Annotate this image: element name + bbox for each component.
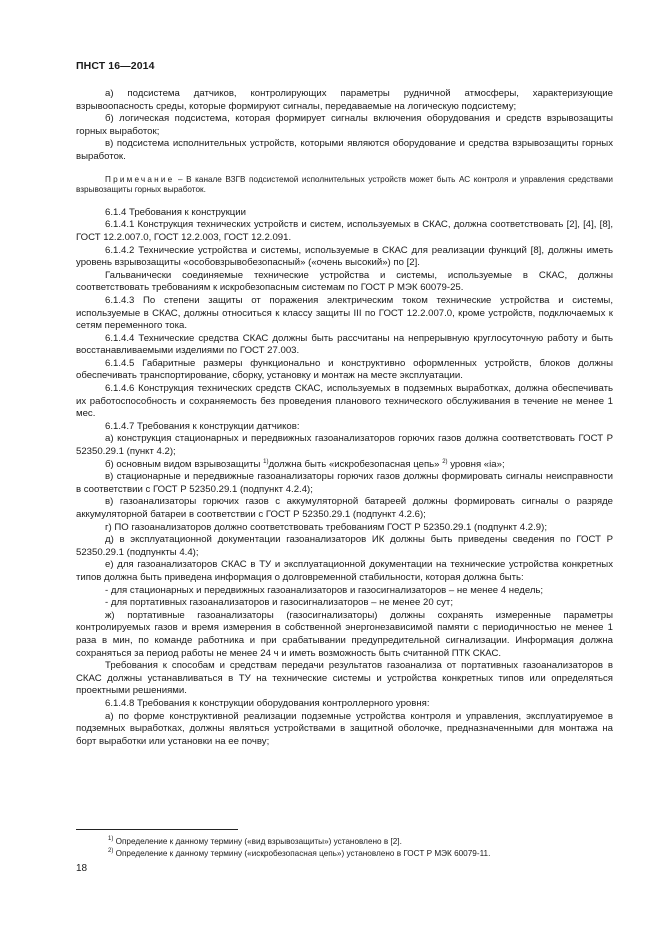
paragraph: в) подсистема исполнительных устройств, которыми являются оборудование и средства взрывозащиты горных выработок. xyxy=(76,138,613,162)
footnote-ref-2: 2) xyxy=(442,458,448,465)
paragraph: д) в эксплуатационной документации газоанализаторов ИК должны быть приведены сведения по ГОСТ Р 52350.29.1 (подпункты 4.4); xyxy=(76,534,613,558)
paragraph: в) стационарные и передвижные газоанализаторы горючих газов должны формировать сигналы неисправности в соответствии с ГОСТ Р 52350.29.1 (подпункт 4.2.4); xyxy=(76,471,613,495)
paragraph: 6.1.4.7 Требования к конструкции датчиков: xyxy=(105,420,300,432)
paragraph: а) конструкция стационарных и передвижных газоанализаторов горючих газов должна соответствовать ГОСТ Р 52350.29.1 (пункт 4.2); xyxy=(76,433,613,458)
paragraph: 6.1.4.8 Требования к конструкции оборудования контроллерного уровня: xyxy=(105,697,430,709)
note xyxy=(76,175,613,196)
paragraph: 6.1.4.1 Конструкция технических устройств и систем, используемых в СКАС, должна соответствовать [2], [4], [8], ГОСТ 12.2.007.0, ГОСТ 12.2.003, ГОСТ 12.2.091. xyxy=(76,219,613,243)
paragraph: б) логическая подсистема, которая формирует сигналы включения оборудования и средств взрывозащиты горных выработок; xyxy=(76,113,613,137)
paragraph-with-footnotes: б) основным видом взрывозащиты $^{1)}$должна быть «искробезопасная цепь» $^{2)}$ уровня «ia»; xyxy=(105,458,505,470)
footnote-divider xyxy=(76,829,238,830)
paragraph: ж) портативные газоанализаторы (газосигнализаторы) должны сохранять измеренные параметры контролируемых газов и время измерения в собственной энергонезависимой памяти с периодичностью не менее 1 раза в мин, по команде работника и при срабатывании предупредительной сигнализации. Информация должна сохраняться за период работы не менее 24 ч и иметь возможность быть считанной ПТК СКАС. xyxy=(76,609,613,659)
paragraph: в) газоанализаторы горючих газов с аккумуляторной батареей должны формировать сигналы о разряде аккумуляторной батареи в соответствии с ГОСТ Р 52350.29.1 (подпункт 4.2.6); xyxy=(76,496,613,520)
paragraph: - для стационарных и передвижных газоанализаторов и газосигнализаторов – не менее 4 недель; xyxy=(105,584,544,596)
paragraph: е) для газоанализаторов СКАС в ТУ и эксплуатационной документации на технические устройства конкретных типов должна быть приведена информация о долговременной стабильности, которая должна быть: xyxy=(76,559,613,583)
paragraph: г) ПО газоанализаторов должно соответствовать требованиям ГОСТ Р 52350.29.1 (подпункт 4.2.9); xyxy=(105,521,547,533)
note-label: Примечание xyxy=(105,174,175,184)
section-heading: 6.1.4 Требования к конструкции xyxy=(105,206,246,218)
paragraph: Гальванически соединяемые технические устройства и системы, используемые в СКАС, должны соответствовать требованиям к искробезопасным системам по ГОСТ Р МЭК 60079-25. xyxy=(76,269,613,294)
footnote-1: $^{1)}$ Определение к данному термину («вид взрывозащиты») установлено в [2]. xyxy=(108,836,402,846)
paragraph: Требования к способам и средствам передачи результатов газоанализа от портативных газоанализаторов в СКАС должны устанавливаться в ТУ на технические системы и устройства конкретных типов или определяться проектными решениями. xyxy=(76,660,613,697)
paragraph: а) по форме конструктивной реализации подземные устройства контроля и управления, эксплуатируемое в подземных выработках, должны являться устройствами в защитной оболочке, предназначенными для монтажа на борт выработки или установки на ее почву; xyxy=(76,710,613,747)
footnotes xyxy=(76,836,613,859)
paragraph: 6.1.4.2 Технические устройства и системы, используемые в СКАС для реализации функций [8], должны иметь уровень взрывозащиты «особовзрывобезопасный» («очень высокий») по [2]. xyxy=(76,244,613,269)
paragraph: - для портативных газоанализаторов и газосигнализаторов – не менее 20 сут; xyxy=(105,597,453,609)
paragraph: 6.1.4.3 По степени защиты от поражения электрическим током технические устройства и системы, используемые в СКАС, должны относиться к классу защиты III по ГОСТ 12.2.007.0, кроме устройств, подключаемых к сетям переменного тока. xyxy=(76,294,613,332)
paragraph: 6.1.4.6 Конструкция технических средств СКАС, используемых в подземных выработках, должна обеспечивать их работоспособность и сохраняемость без проведения планового технического обслуживания в течение не менее 1 мес. xyxy=(76,383,613,420)
footnote-ref-1: 1) xyxy=(263,458,269,465)
document-body xyxy=(76,88,613,748)
document-header: ПНСТ 16—2014 xyxy=(76,60,155,72)
paragraph: а) подсистема датчиков, контролирующих параметры рудничной атмосферы, характеризующие взрывоопасность среды, которые формируют сигналы, передаваемые на логическую подсистему; xyxy=(76,88,613,112)
footnote-2: $^{2)}$ Определение к данному термину («искробезопасная цепь») установлено в ГОСТ Р МЭК 60079-11. xyxy=(108,847,491,858)
note-text: – В канале ВЗГВ подсистемой исполнительных устройств может быть АС контроля и управления средствами взрывозащиты горных выработок. xyxy=(76,174,613,195)
page-number: 18 xyxy=(76,863,88,874)
paragraph: 6.1.4.5 Габаритные размеры функционально и конструктивно оформленных устройств, блоков должны обеспечивать транспортирование, сборку, установку и монтаж на месте эксплуатации. xyxy=(76,357,613,382)
paragraph: 6.1.4.4 Технические средства СКАС должны быть рассчитаны на непрерывную круглосуточную работу и быть восстанавливаемыми изделиями по ГОСТ 27.003. xyxy=(76,332,613,357)
